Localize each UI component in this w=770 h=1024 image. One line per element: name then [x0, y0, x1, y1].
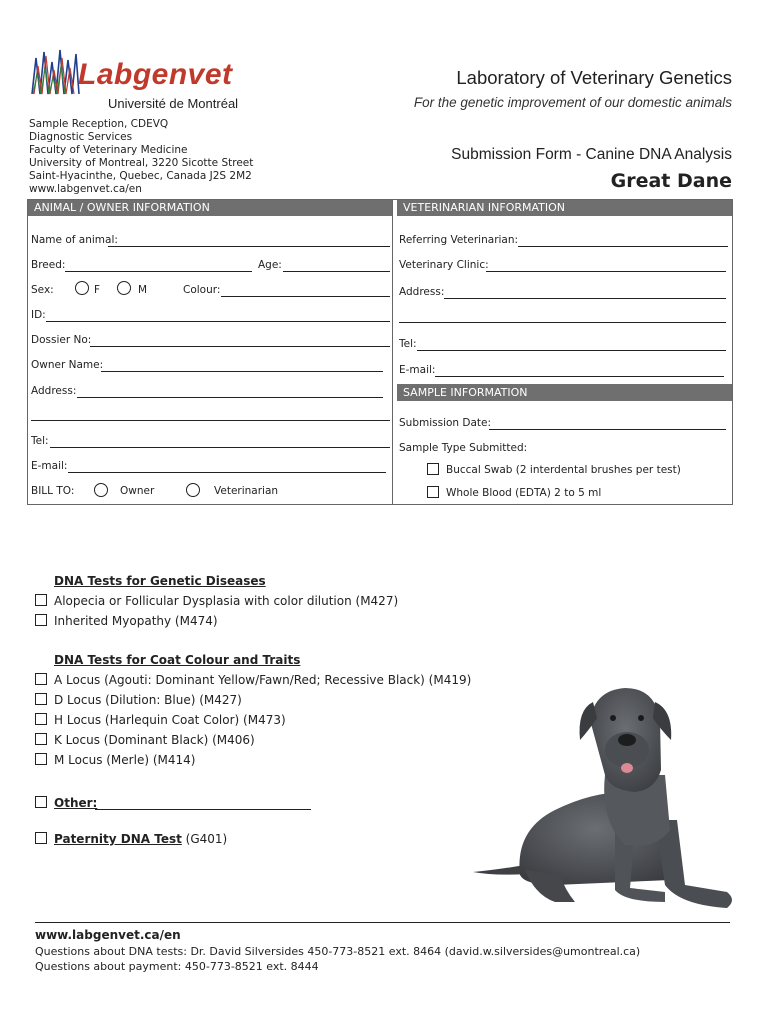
bill-vet-label: Veterinarian	[214, 485, 279, 497]
sample-header: SAMPLE INFORMATION	[397, 384, 732, 401]
buccal-swab-label: Buccal Swab (2 interdental brushes per test)	[446, 464, 681, 476]
bill-owner-radio[interactable]	[94, 483, 108, 497]
footer-url[interactable]: www.labgenvet.ca/en	[35, 928, 181, 942]
age-field[interactable]	[283, 271, 390, 272]
footer-divider	[35, 922, 730, 923]
info-form	[27, 199, 733, 505]
footer-payment-contact: Questions about payment: 450-773-8521 ext. 8444	[35, 960, 319, 973]
owner-name-label: Owner Name:	[31, 359, 104, 371]
dossier-field[interactable]	[90, 346, 390, 347]
address-line: Sample Reception, CDEVQ	[29, 118, 169, 130]
sex-f-label: F	[94, 284, 101, 296]
other-test-checkbox[interactable]	[35, 796, 47, 808]
breed-title: Great Dane	[610, 170, 732, 192]
sex-m-radio[interactable]	[117, 281, 131, 295]
animal-owner-header: ANIMAL / OWNER INFORMATION	[28, 200, 392, 216]
address-link[interactable]: www.labgenvet.ca/en	[29, 183, 142, 195]
sample-type-label: Sample Type Submitted:	[399, 442, 528, 454]
address-line: University of Montreal, 3220 Sicotte Street	[29, 157, 254, 169]
test-checkbox[interactable]	[35, 673, 47, 685]
breed-field[interactable]	[65, 271, 252, 272]
paternity-test-code: (G401)	[185, 832, 228, 846]
test-label: M Locus (Merle) (M414)	[54, 753, 196, 767]
column-divider	[392, 200, 393, 504]
buccal-swab-checkbox[interactable]	[427, 463, 439, 475]
vet-clinic-field[interactable]	[486, 271, 726, 272]
colour-field[interactable]	[221, 296, 390, 297]
coat-tests-heading: DNA Tests for Coat Colour and Traits	[54, 653, 301, 667]
lab-title: Laboratory of Veterinary Genetics	[456, 67, 732, 88]
animal-name-label: Name of animal:	[31, 234, 118, 246]
vet-header: VETERINARIAN INFORMATION	[397, 200, 732, 216]
test-checkbox[interactable]	[35, 594, 47, 606]
bill-to-label: BILL TO:	[31, 485, 75, 497]
owner-address-field[interactable]	[77, 397, 383, 398]
sex-f-radio[interactable]	[75, 281, 89, 295]
address-line: Diagnostic Services	[29, 131, 133, 143]
vet-tel-label: Tel:	[399, 338, 417, 350]
dna-peaks-icon	[30, 48, 80, 96]
whole-blood-label: Whole Blood (EDTA) 2 to 5 ml	[446, 487, 602, 499]
genetic-tests-heading: DNA Tests for Genetic Diseases	[54, 574, 266, 588]
referring-vet-field[interactable]	[518, 246, 728, 247]
referring-vet-label: Referring Veterinarian:	[399, 234, 519, 246]
owner-tel-field[interactable]	[50, 447, 390, 448]
paternity-test-checkbox[interactable]	[35, 832, 47, 844]
address-line: Saint-Hyacinthe, Quebec, Canada J2S 2M2	[29, 170, 252, 182]
test-label: Inherited Myopathy (M474)	[54, 614, 218, 628]
vet-tel-field[interactable]	[417, 350, 726, 351]
bill-vet-radio[interactable]	[186, 483, 200, 497]
sex-label: Sex:	[31, 284, 54, 296]
test-checkbox[interactable]	[35, 614, 47, 626]
animal-name-field[interactable]	[108, 246, 390, 247]
test-checkbox[interactable]	[35, 753, 47, 765]
bill-owner-label: Owner	[120, 485, 155, 497]
vet-email-label: E-mail:	[399, 364, 436, 376]
colour-label: Colour:	[183, 284, 221, 296]
lab-tagline: For the genetic improvement of our domestic animals	[413, 95, 732, 110]
test-label: D Locus (Dilution: Blue) (M427)	[54, 693, 242, 707]
test-checkbox[interactable]	[35, 693, 47, 705]
form-title: Submission Form - Canine DNA Analysis	[451, 146, 732, 163]
vet-address-field-2[interactable]	[399, 322, 726, 323]
owner-address-label: Address:	[31, 385, 77, 397]
footer-dna-contact: Questions about DNA tests: Dr. David Silversides 450-773-8521 ext. 8464 (david.w.silversides@umontreal.ca)	[35, 945, 641, 958]
id-label: ID:	[31, 309, 46, 321]
owner-name-field[interactable]	[101, 371, 383, 372]
sex-m-label: M	[138, 284, 148, 296]
breed-label: Breed:	[31, 259, 66, 271]
vet-address-field[interactable]	[444, 298, 726, 299]
owner-address-field-2[interactable]	[31, 420, 390, 421]
owner-tel-label: Tel:	[31, 435, 49, 447]
vet-clinic-label: Veterinary Clinic:	[399, 259, 489, 271]
id-field[interactable]	[46, 321, 390, 322]
other-test-field[interactable]	[95, 809, 311, 810]
test-label: H Locus (Harlequin Coat Color) (M473)	[54, 713, 286, 727]
test-label: A Locus (Agouti: Dominant Yellow/Fawn/Red; Recessive Black) (M419)	[54, 673, 472, 687]
test-checkbox[interactable]	[35, 713, 47, 725]
test-label: Alopecia or Follicular Dysplasia with color dilution (M427)	[54, 594, 399, 608]
test-checkbox[interactable]	[35, 733, 47, 745]
address-line: Faculty of Veterinary Medicine	[29, 144, 188, 156]
vet-email-field[interactable]	[435, 376, 724, 377]
owner-email-label: E-mail:	[31, 460, 68, 472]
logo	[30, 48, 250, 112]
owner-email-field[interactable]	[68, 472, 386, 473]
submission-date-field[interactable]	[489, 429, 726, 430]
test-label: K Locus (Dominant Black) (M406)	[54, 733, 255, 747]
paternity-test-label	[54, 832, 227, 846]
submission-date-label: Submission Date:	[399, 417, 492, 429]
logo-text: Labgenvet	[78, 58, 233, 91]
whole-blood-checkbox[interactable]	[427, 486, 439, 498]
dossier-label: Dossier No:	[31, 334, 92, 346]
logo-subtitle: Université de Montréal	[108, 96, 239, 111]
great-dane-dog-photo	[465, 680, 745, 920]
age-label: Age:	[258, 259, 282, 271]
lab-address	[29, 118, 253, 196]
paternity-test-name: Paternity DNA Test	[54, 832, 182, 846]
vet-address-label: Address:	[399, 286, 445, 298]
other-test-label: Other:	[54, 796, 98, 810]
